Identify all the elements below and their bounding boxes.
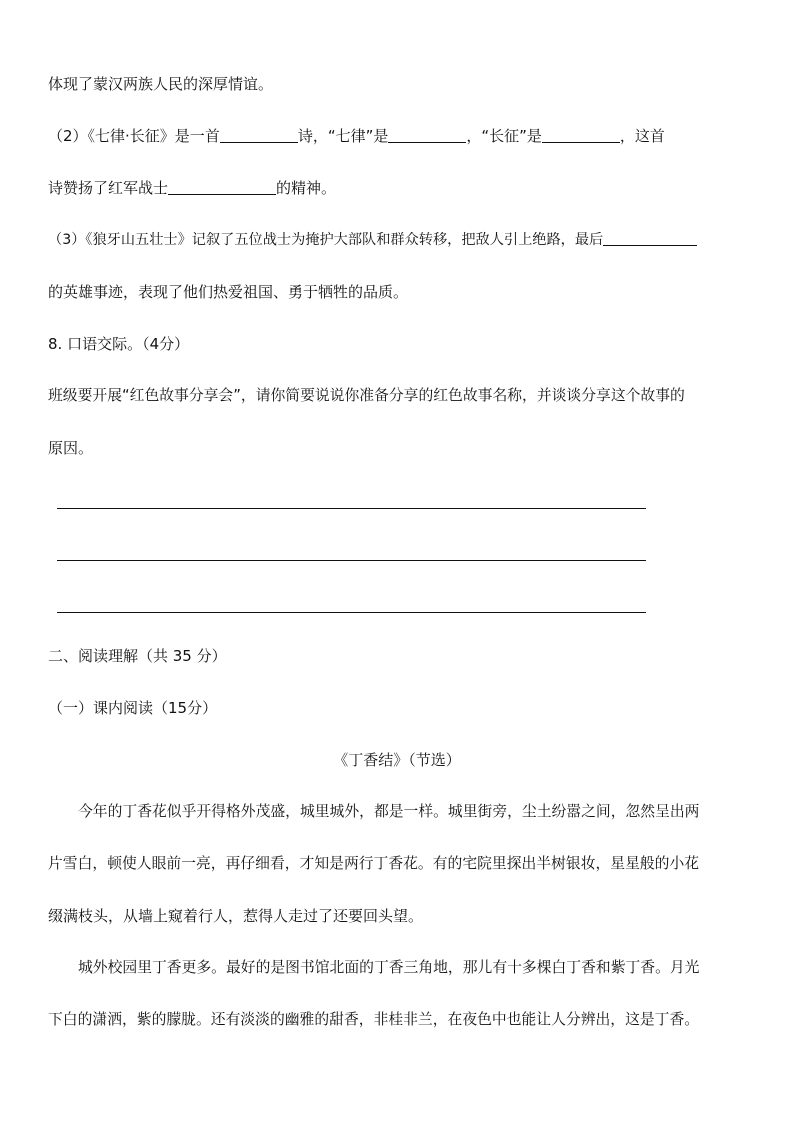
question-8-body: 原因。 — [48, 439, 94, 457]
answer-line[interactable] — [57, 508, 646, 509]
answer-blank[interactable] — [603, 230, 697, 246]
question-3-line-1: （3）《狼牙山五壮士》记叙了五位战士为掩护大部队和群众转移，把敌人引上绝路，最后 — [48, 230, 697, 250]
answer-line[interactable] — [57, 612, 646, 613]
section-heading: 二、阅读理解（共 35 分） — [48, 647, 227, 665]
passage-paragraph-line: 片雪白，顿使人眼前一亮，再仔细看，才知是两行丁香花。有的宅院里探出半树银妆，星星般的小花 — [48, 855, 700, 872]
subsection-heading: （一）课内阅读（15分） — [48, 699, 218, 717]
question-3-line-2: 的英雄事迹，表现了他们热爱祖国、勇于牺牲的品质。 — [48, 283, 409, 301]
passage-paragraph-line: 下白的潇洒，紫的朦胧。还有淡淡的幽雅的甜香，非桂非兰，在夜色中也能让人分辨出，这是丁香。 — [48, 1011, 700, 1028]
passage-paragraph-line: 城外校园里丁香更多。最好的是图书馆北面的丁香三角地，那儿有十多棵白丁香和紫丁香。月光 — [78, 959, 700, 976]
answer-blank[interactable] — [220, 127, 298, 143]
answer-blank[interactable] — [542, 127, 620, 143]
question-2-line-1: （2）《七律·长征》是一首 诗，“七律”是 ，“长征”是 ，这首 — [48, 127, 665, 145]
text-line: 体现了蒙汉两族人民的深厚情谊。 — [48, 75, 274, 93]
answer-blank[interactable] — [168, 179, 276, 195]
question-8-body: 班级要开展“红色故事分享会”，请你简要说说你准备分享的红色故事名称，并谈谈分享这个故事的 — [48, 387, 685, 404]
passage-paragraph-line: 今年的丁香花似乎开得格外茂盛，城里城外，都是一样。城里街旁，尘土纷嚣之间，忽然呈出两 — [78, 803, 700, 820]
passage-title: 《丁香结》（节选） — [333, 751, 461, 769]
answer-blank[interactable] — [388, 127, 466, 143]
answer-line[interactable] — [57, 560, 646, 561]
question-2-line-2: 诗赞扬了红军战士 的精神。 — [48, 179, 337, 197]
passage-paragraph-line: 缀满枝头，从墙上窥着行人，惹得人走过了还要回头望。 — [48, 907, 424, 925]
question-8-title: 8. 口语交际。（4分） — [48, 335, 190, 353]
